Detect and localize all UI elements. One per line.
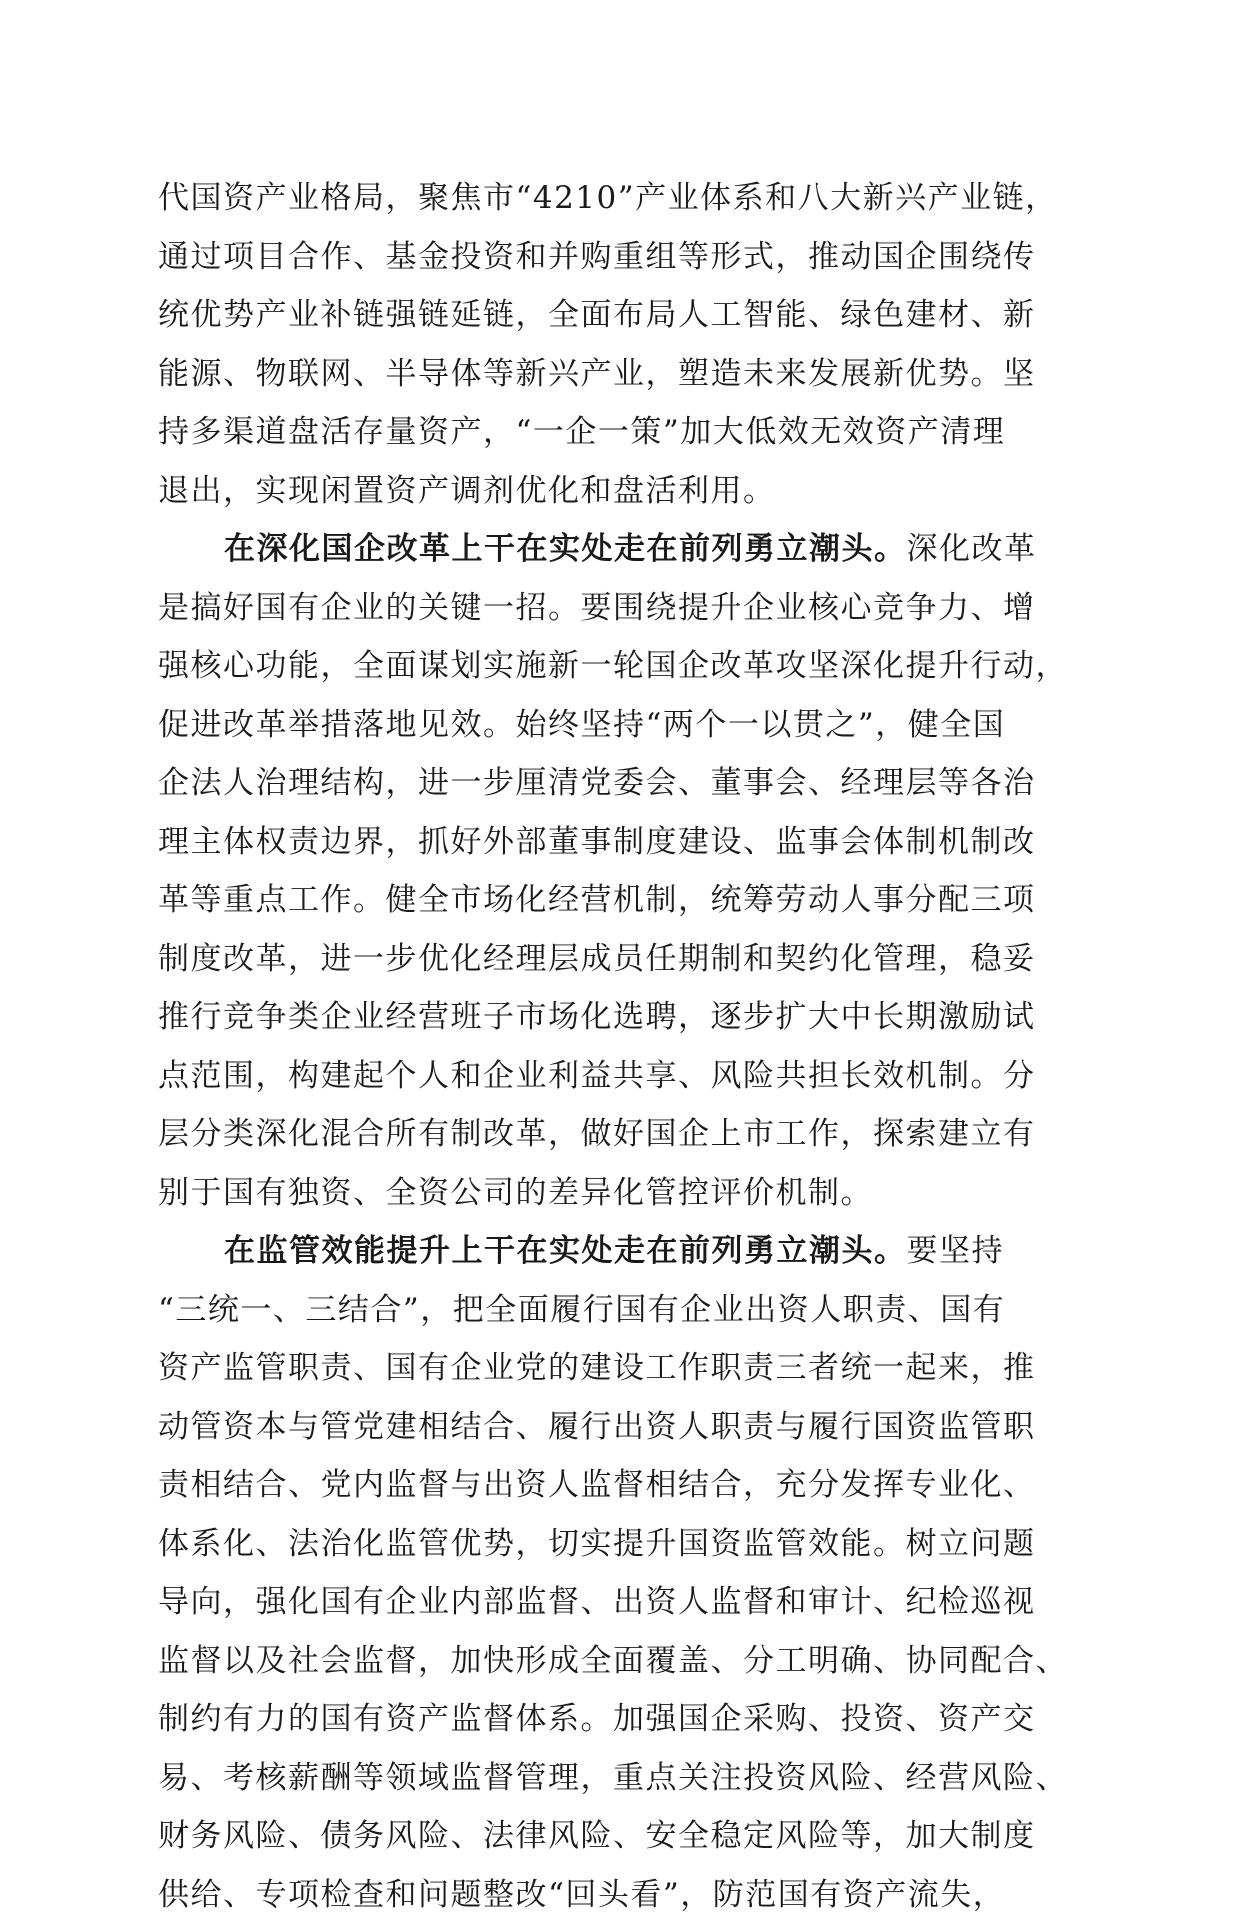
text-line: 是搞好国有企业的关键一招。要围绕提升企业核心竞争力、增 bbox=[158, 579, 1088, 638]
text-line: 导向，强化国有企业内部监督、出资人监督和审计、纪检巡视 bbox=[158, 1573, 1088, 1632]
text-line: “三统一、三结合”，把全面履行国有企业出资人职责、国有 bbox=[158, 1281, 1088, 1340]
text-line: 企法人治理结构，进一步厘清党委会、董事会、经理层等各治 bbox=[158, 754, 1088, 813]
text-line: 推行竞争类企业经营班子市场化选聘，逐步扩大中长期激励试 bbox=[158, 988, 1088, 1047]
text-line: 财务风险、债务风险、法律风险、安全稳定风险等，加大制度 bbox=[158, 1807, 1088, 1866]
text-line: 促进改革举措落地见效。始终坚持“两个一以贯之”，健全国 bbox=[158, 696, 1088, 755]
document-body bbox=[158, 169, 1088, 1924]
text-line: 统优势产业补链强链延链，全面布局人工智能、绿色建材、新 bbox=[158, 286, 1088, 345]
text-line: 别于国有独资、全资公司的差异化管控评价机制。 bbox=[158, 1164, 1088, 1223]
text-run: 深化改革 bbox=[907, 531, 1037, 567]
text-line: 理主体权责边界，抓好外部董事制度建设、监事会体制机制改 bbox=[158, 813, 1088, 872]
text-line: 体系化、法治化监管优势，切实提升国资监管效能。树立问题 bbox=[158, 1515, 1088, 1574]
text-line: 强核心功能，全面谋划实施新一轮国企改革攻坚深化提升行动， bbox=[158, 637, 1088, 696]
paragraph-first-line bbox=[158, 1222, 1088, 1281]
text-line: 制度改革，进一步优化经理层成员任期制和契约化管理，稳妥 bbox=[158, 930, 1088, 989]
section-heading: 在深化国企改革上干在实处走在前列勇立潮头。 bbox=[224, 531, 907, 567]
text-line: 退出，实现闲置资产调剂优化和盘活利用。 bbox=[158, 462, 1088, 521]
text-line: 能源、物联网、半导体等新兴产业，塑造未来发展新优势。坚 bbox=[158, 345, 1088, 404]
text-line: 动管资本与管党建相结合、履行出资人职责与履行国资监管职 bbox=[158, 1398, 1088, 1457]
text-run: 要坚持 bbox=[907, 1233, 1005, 1269]
text-line: 供给、专项检查和问题整改“回头看”，防范国有资产流失， bbox=[158, 1866, 1088, 1924]
text-line: 持多渠道盘活存量资产，“一企一策”加大低效无效资产清理 bbox=[158, 403, 1088, 462]
text-line: 通过项目合作、基金投资和并购重组等形式，推动国企围绕传 bbox=[158, 228, 1088, 287]
text-line: 资产监管职责、国有企业党的建设工作职责三者统一起来，推 bbox=[158, 1339, 1088, 1398]
text-line: 责相结合、党内监督与出资人监督相结合，充分发挥专业化、 bbox=[158, 1456, 1088, 1515]
text-line: 易、考核薪酬等领域监督管理，重点关注投资风险、经营风险、 bbox=[158, 1749, 1088, 1808]
paragraph-industry-layout bbox=[158, 169, 1088, 520]
paragraph-soe-reform bbox=[158, 520, 1088, 1222]
text-line: 革等重点工作。健全市场化经营机制，统筹劳动人事分配三项 bbox=[158, 871, 1088, 930]
paragraph-first-line bbox=[158, 520, 1088, 579]
text-line: 点范围，构建起个人和企业利益共享、风险共担长效机制。分 bbox=[158, 1047, 1088, 1106]
text-line: 代国资产业格局，聚焦市“4210”产业体系和八大新兴产业链， bbox=[158, 169, 1088, 228]
section-heading: 在监管效能提升上干在实处走在前列勇立潮头。 bbox=[224, 1233, 907, 1269]
text-line: 监督以及社会监督，加快形成全面覆盖、分工明确、协同配合、 bbox=[158, 1632, 1088, 1691]
text-line: 制约有力的国有资产监督体系。加强国企采购、投资、资产交 bbox=[158, 1690, 1088, 1749]
text-line: 层分类深化混合所有制改革，做好国企上市工作，探索建立有 bbox=[158, 1105, 1088, 1164]
paragraph-supervision-efficiency bbox=[158, 1222, 1088, 1924]
